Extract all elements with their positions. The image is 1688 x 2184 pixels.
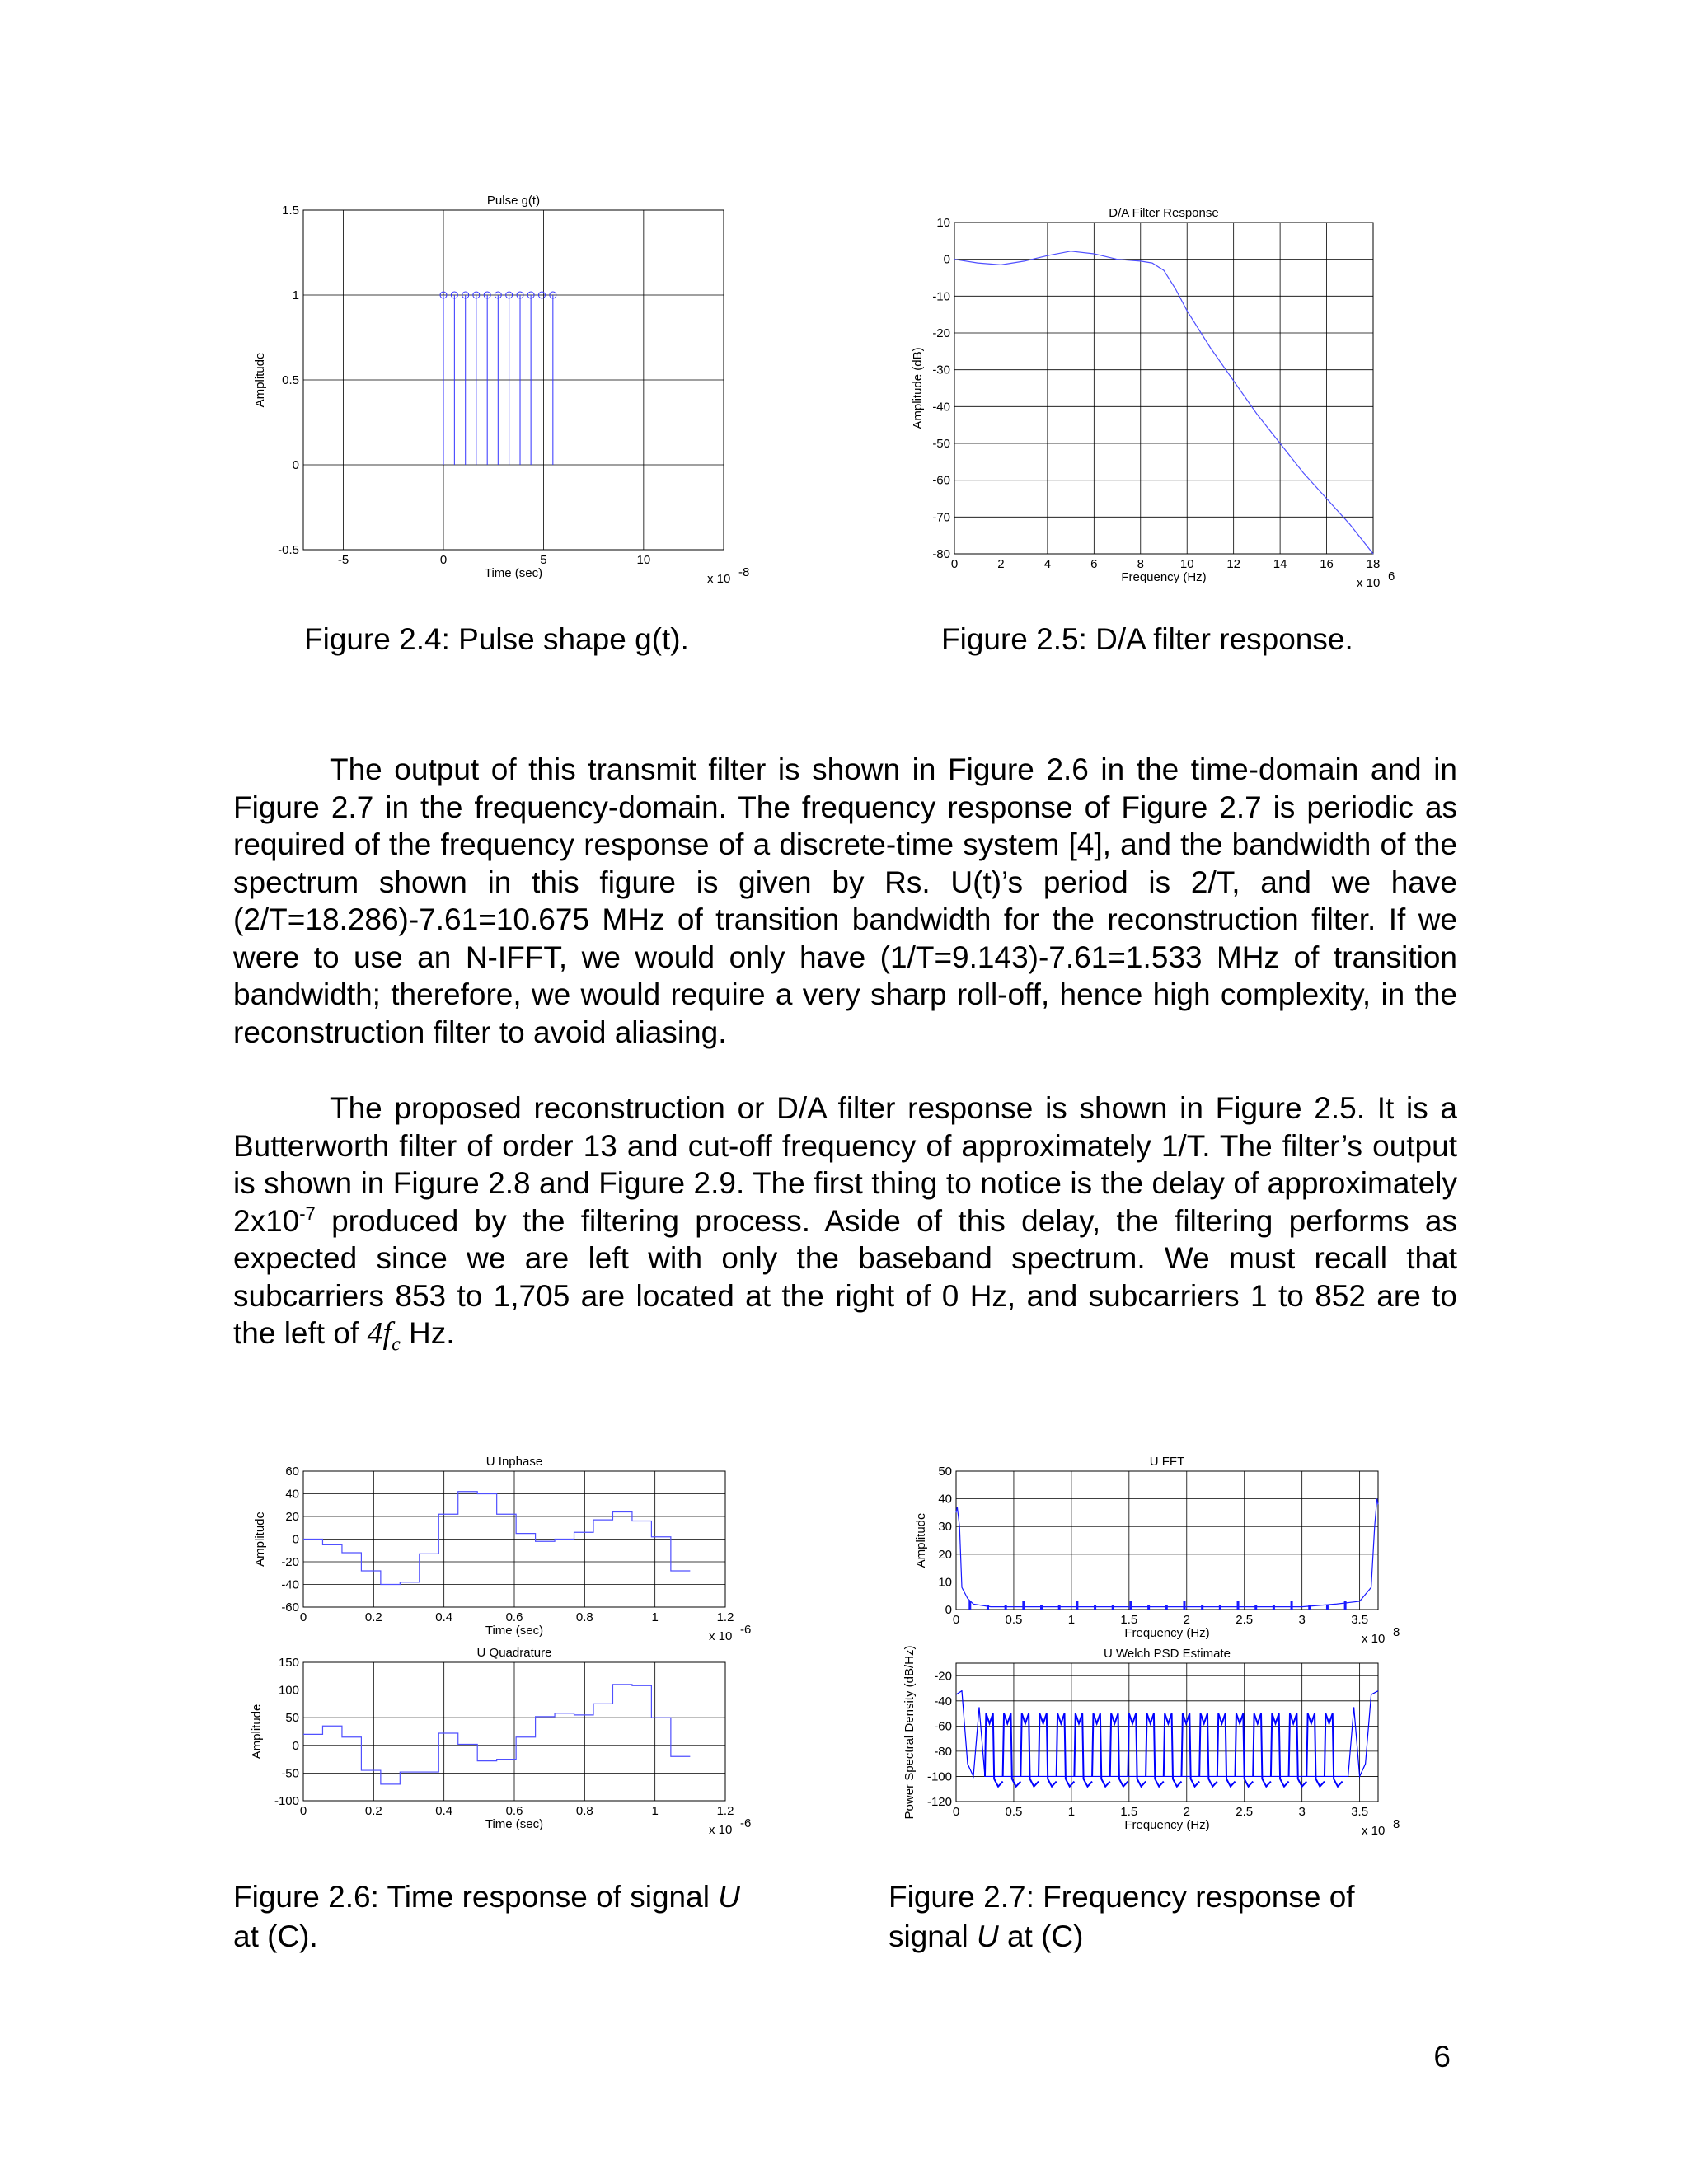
- u-welch-title: U Welch PSD Estimate: [1104, 1647, 1231, 1661]
- u-fft-x-exponent: 8: [1393, 1625, 1400, 1639]
- caption-fig-2-4: Figure 2.4: Pulse shape g(t).: [304, 622, 689, 656]
- u-quadrature-title: U Quadrature: [476, 1646, 552, 1660]
- pulse-chart: [247, 194, 758, 610]
- u-inphase-x-tick-label: 1.2: [716, 1610, 734, 1624]
- u-welch-x-tick-label: 0.5: [1005, 1805, 1023, 1819]
- u-inphase-y-tick-label: -60: [281, 1601, 299, 1615]
- pulse-y-tick-label: -0.5: [278, 543, 299, 557]
- u-quadrature-x-tick-label: 0.2: [364, 1804, 382, 1818]
- da-x-tick-label: 6: [1090, 557, 1098, 571]
- paragraph-1: The output of this transmit filter is shown in Figure 2.6 in the time-domain and in Figure 2.7 in the frequency-domain. The frequency response of Figure 2.7 is periodic as required of the frequency response of a discrete-time system [4], and the bandwidth of the spectrum shown in this figure is given by Rs. U(t)’s period is 2/T, and we have (2/T=18.286)-7.61=10.675 MHz of transition bandwidth for the reconstruction filter. If we were to use an N-IFFT, we would only have (1/T=9.143)-7.61=1.533 MHz of transition bandwidth; therefore, we would require a very sharp roll-off, hence high complexity, in the reconstruction filter to avoid aliasing.: [233, 752, 1457, 1049]
- da-y-tick-label: -30: [932, 363, 950, 377]
- u-quadrature-x-tick-label: 0: [299, 1804, 307, 1818]
- u-fft-x-tick-label: 0.5: [1005, 1613, 1023, 1627]
- u-inphase-x-multiplier: x 10: [709, 1629, 733, 1643]
- u-welch-y-tick-label: -120: [926, 1795, 952, 1809]
- caption-fig-2-5: Figure 2.5: D/A filter response.: [941, 622, 1353, 656]
- da-x-tick-label: 2: [997, 557, 1005, 571]
- u-quadrature-x-tick-label: 1: [651, 1804, 659, 1818]
- u-fft-x-tick-label: 3.5: [1351, 1613, 1369, 1627]
- da-x-tick-label: 4: [1043, 557, 1052, 571]
- u-inphase-x-tick-label: 0: [299, 1610, 307, 1624]
- da-x-tick-label: 0: [950, 557, 959, 571]
- figure-da-filter: [907, 198, 1401, 610]
- u-inphase-x-axis-label: Time (sec): [485, 1624, 544, 1638]
- u-welch-x-multiplier: x 10: [1362, 1824, 1386, 1838]
- caption-fig-2-7: Figure 2.7: Frequency response of signal U at (C): [889, 1880, 1355, 1953]
- da-y-tick-label: -50: [932, 437, 950, 451]
- u-welch-y-tick-label: -60: [934, 1719, 952, 1734]
- u-inphase-y-tick-label: 0: [292, 1532, 299, 1547]
- da-x-tick-label: 14: [1273, 557, 1287, 571]
- u-fft-y-tick-label: 50: [938, 1465, 952, 1479]
- u-quadrature-y-tick-label: 50: [285, 1711, 299, 1726]
- da-y-tick-label: -40: [932, 400, 950, 415]
- u-fft-y-tick-label: 0: [945, 1603, 952, 1617]
- u-fft-y-tick-label: 20: [938, 1547, 952, 1562]
- figure-u-freq: [903, 1451, 1401, 1863]
- u-welch-y-tick-label: -80: [934, 1744, 952, 1759]
- u-welch-y-axis-label: Power Spectral Density (dB/Hz): [903, 1645, 917, 1820]
- pulse-y-tick-label: 1: [292, 288, 299, 302]
- u-inphase-x-tick-label: 0.8: [575, 1610, 593, 1624]
- u-welch-x-tick-label: 0: [952, 1805, 960, 1819]
- u-quadrature-x-tick-label: 0.8: [575, 1804, 593, 1818]
- u-inphase-y-tick-label: 60: [285, 1465, 299, 1479]
- u-fft-axes: [914, 1455, 1400, 1646]
- da-y-tick-label: 0: [943, 252, 950, 267]
- pulse-y-tick-label: 0: [292, 458, 299, 472]
- da-x-tick-label: 18: [1366, 557, 1381, 571]
- u-inphase-x-tick-label: 0.2: [364, 1610, 382, 1624]
- da-x-tick-label: 10: [1179, 557, 1194, 571]
- u-inphase-x-tick-label: 0.4: [435, 1610, 453, 1624]
- u-welch-x-exponent: 8: [1393, 1817, 1400, 1831]
- da-x-exponent: 6: [1388, 569, 1395, 583]
- u-quadrature-x-tick-label: 1.2: [716, 1804, 734, 1818]
- pulse-title: Pulse g(t): [486, 194, 541, 208]
- u-quadrature-y-tick-label: -50: [281, 1766, 299, 1781]
- u-fft-title: U FFT: [1149, 1455, 1185, 1469]
- u-inphase-y-tick-label: 20: [285, 1510, 299, 1524]
- u-fft-x-tick-label: 1: [1067, 1613, 1076, 1627]
- u-fft-x-tick-label: 3: [1298, 1613, 1306, 1627]
- u-quadrature-axes: [250, 1646, 751, 1837]
- u-welch-x-tick-label: 2: [1183, 1805, 1190, 1819]
- u-welch-x-tick-label: 3.5: [1351, 1805, 1369, 1819]
- u-quadrature-x-tick-label: 0.6: [505, 1804, 523, 1818]
- u-fft-x-tick-label: 0: [952, 1613, 960, 1627]
- u-quadrature-y-tick-label: 0: [292, 1738, 299, 1753]
- pulse-y-axis-label: Amplitude: [253, 352, 267, 408]
- u-quadrature-x-multiplier: x 10: [709, 1823, 733, 1837]
- paragraph-2: The proposed reconstruction or D/A filter response is shown in Figure 2.5. It is a Butterworth filter of order 13 and cut-off frequency of approximately 1/T. The filter’s output is shown in Figure 2.8 and Figure 2.9. The first thing to notice is the delay of approximately $2x10^{-7}$ produced by the filtering process. Aside of this delay, the filtering performs as expected since we are left with only the baseband spectrum. We must recall that subcarriers 853 to 1,705 are located at the right of 0 Hz, and subcarriers 1 to 852 are to the left of $4f_c$ Hz.: [233, 1091, 1457, 1356]
- da-x-tick-label: 16: [1320, 557, 1334, 571]
- pulse-y-tick-label: 1.5: [282, 204, 299, 218]
- u-fft-x-tick-label: 2: [1183, 1613, 1190, 1627]
- u-quadrature-x-axis-label: Time (sec): [485, 1817, 544, 1831]
- pulse-y-tick-label: 0.5: [282, 373, 299, 387]
- pulse-x-tick-label: 0: [439, 553, 448, 567]
- da-x-multiplier: x 10: [1357, 576, 1381, 590]
- pulse-x-exponent: -8: [738, 565, 750, 579]
- u-inphase-x-tick-label: 0.6: [505, 1610, 523, 1624]
- u-fft-y-axis-label: Amplitude: [914, 1512, 928, 1568]
- u-welch-x-axis-label: Frequency (Hz): [1124, 1818, 1210, 1832]
- u-inphase-axes: [253, 1455, 751, 1643]
- da-x-tick-label: 8: [1137, 557, 1144, 571]
- u-inphase-title: U Inphase: [485, 1455, 543, 1469]
- da-x-axis-label: Frequency (Hz): [1121, 570, 1207, 584]
- u-quadrature-y-tick-label: 100: [278, 1683, 299, 1698]
- u-fft-x-tick-label: 1.5: [1120, 1613, 1138, 1627]
- u-inphase-x-exponent: -6: [740, 1623, 752, 1637]
- u-fft-x-axis-label: Frequency (Hz): [1124, 1626, 1210, 1640]
- da-y-tick-label: -60: [932, 473, 950, 488]
- u-fft-x-multiplier: x 10: [1362, 1632, 1386, 1646]
- da-y-axis-label: Amplitude (dB): [911, 347, 925, 429]
- da-y-tick-label: -80: [932, 547, 950, 561]
- u-fft-y-tick-label: 30: [938, 1520, 952, 1535]
- u-inphase-y-axis-label: Amplitude: [253, 1511, 267, 1567]
- u-quadrature-y-tick-label: -100: [274, 1794, 299, 1808]
- u-welch-x-tick-label: 3: [1298, 1805, 1306, 1819]
- da-plot-frame: [954, 223, 1373, 554]
- figure-pulse: [247, 194, 758, 610]
- pulse-x-tick-label: 10: [636, 553, 651, 567]
- pulse-x-multiplier: x 10: [707, 572, 731, 586]
- page-number: 6: [1433, 2040, 1451, 2074]
- da-title: D/A Filter Response: [1109, 206, 1219, 220]
- u-welch-y-tick-label: -20: [934, 1669, 952, 1684]
- u-welch-x-tick-label: 1: [1067, 1805, 1076, 1819]
- u-fft-y-tick-label: 10: [938, 1575, 952, 1590]
- pulse-x-axis-label: Time (sec): [484, 566, 543, 580]
- da-x-tick-label: 12: [1226, 557, 1241, 571]
- u-fft-plot-frame: [956, 1471, 1378, 1610]
- da-filter-chart: [907, 198, 1401, 610]
- da-y-tick-label: -70: [932, 510, 950, 525]
- math-4fc: $4f_c$: [367, 1316, 401, 1356]
- u-welch-y-tick-label: -100: [926, 1769, 952, 1784]
- u-inphase-y-tick-label: -40: [281, 1577, 299, 1592]
- figure-u-time: [247, 1451, 758, 1863]
- u-inphase-y-tick-label: -20: [281, 1555, 299, 1569]
- u-fft-x-tick-label: 2.5: [1236, 1613, 1254, 1627]
- u-fft-y-tick-label: 40: [938, 1492, 952, 1507]
- u-time-charts: [247, 1451, 758, 1863]
- u-quadrature-y-tick-label: 150: [278, 1656, 299, 1670]
- u-welch-x-tick-label: 2.5: [1236, 1805, 1254, 1819]
- u-welch-x-tick-label: 1.5: [1120, 1805, 1138, 1819]
- u-quadrature-y-axis-label: Amplitude: [250, 1704, 264, 1760]
- u-freq-charts: [903, 1451, 1401, 1863]
- da-y-tick-label: 10: [936, 216, 950, 230]
- da-y-tick-label: -20: [932, 326, 950, 340]
- pulse-axes: [253, 194, 749, 586]
- u-inphase-x-tick-label: 1: [651, 1610, 659, 1624]
- pulse-x-tick-label: -5: [337, 553, 349, 567]
- da-y-tick-label: -10: [932, 289, 950, 304]
- u-welch-y-tick-label: -40: [934, 1694, 952, 1708]
- u-quadrature-x-tick-label: 0.4: [435, 1804, 453, 1818]
- u-inphase-y-tick-label: 40: [285, 1487, 299, 1502]
- u-quadrature-x-exponent: -6: [740, 1816, 752, 1830]
- caption-fig-2-6: Figure 2.6: Time response of signal U at (C).: [233, 1880, 740, 1953]
- pulse-x-tick-label: 5: [540, 553, 547, 567]
